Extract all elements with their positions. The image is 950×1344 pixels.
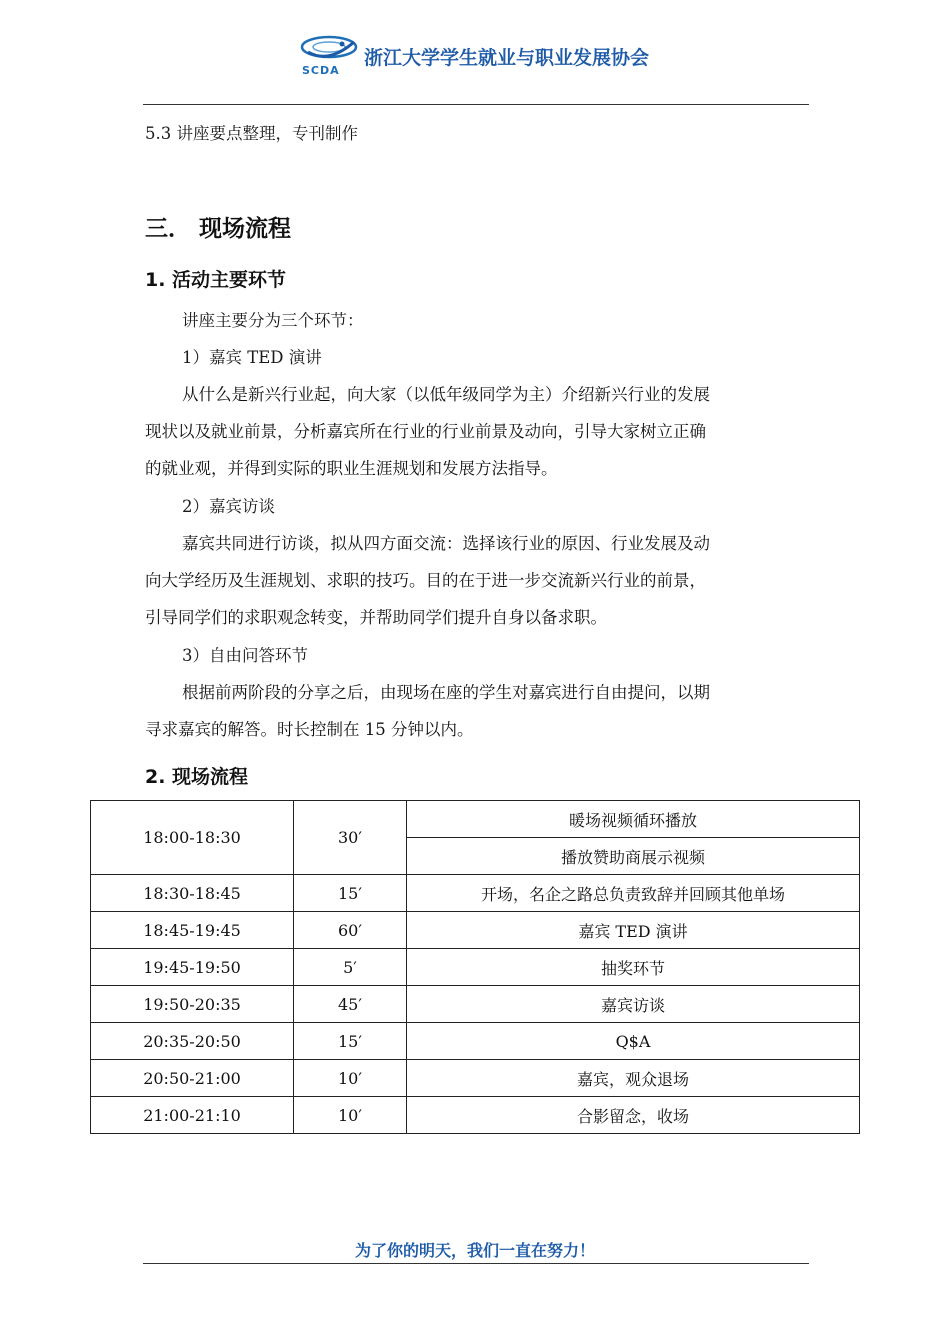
- header-divider: [143, 104, 809, 105]
- footer-divider: [143, 1263, 809, 1264]
- page-header: [0, 0, 950, 110]
- intro-text: 讲座主要分为三个环节：: [182, 311, 364, 330]
- table-row: [91, 1060, 860, 1097]
- time-cell: 19:50-20:35: [91, 986, 294, 1023]
- duration-cell: 30′: [294, 801, 407, 875]
- paragraph-line: 嘉宾共同进行访谈，拟从四方面交流：选择该行业的原因、行业发展及动: [182, 534, 710, 553]
- item-5-3: 5.3 讲座要点整理，专刊制作: [145, 124, 358, 143]
- part-2-label: 2）嘉宾访谈: [182, 497, 275, 516]
- duration-cell: 15′: [294, 875, 407, 912]
- activity-cell: 抽奖环节: [407, 949, 860, 986]
- activity-cell: 播放赞助商展示视频: [407, 838, 860, 875]
- part-3-label: 3）自由问答环节: [182, 646, 308, 665]
- duration-cell: 5′: [294, 949, 407, 986]
- part-1-label: 1）嘉宾 TED 演讲: [182, 348, 322, 367]
- subsection-title-1: 1. 活动主要环节: [145, 269, 287, 291]
- activity-cell: 开场，名企之路总负责致辞并回顾其他单场: [407, 875, 860, 912]
- paragraph-line: 引导同学们的求职观念转变，并帮助同学们提升自身以备求职。: [145, 608, 607, 627]
- activity-cell: 嘉宾访谈: [407, 986, 860, 1023]
- logo-text: SCDA: [302, 64, 340, 77]
- paragraph-line: 向大学经历及生涯规划、求职的技巧。目的在于进一步交流新兴行业的前景，: [145, 571, 706, 590]
- activity-cell: 嘉宾 TED 演讲: [407, 912, 860, 949]
- duration-cell: 15′: [294, 1023, 407, 1060]
- part-2-paragraph: [145, 525, 809, 636]
- table-row: [91, 986, 860, 1023]
- duration-cell: 10′: [294, 1097, 407, 1134]
- duration-cell: 45′: [294, 986, 407, 1023]
- table-row: [91, 949, 860, 986]
- activity-cell: 暖场视频循环播放: [407, 801, 860, 838]
- time-cell: 20:35-20:50: [91, 1023, 294, 1060]
- time-cell: 18:00-18:30: [91, 801, 294, 875]
- time-cell: 19:45-19:50: [91, 949, 294, 986]
- duration-cell: 60′: [294, 912, 407, 949]
- table-row: [91, 912, 860, 949]
- part-3-paragraph: [145, 674, 809, 748]
- paragraph-line: 从什么是新兴行业起，向大家（以低年级同学为主）介绍新兴行业的发展: [182, 385, 710, 404]
- section-title: 三． 现场流程: [145, 216, 292, 242]
- paragraph-line: 现状以及就业前景，分析嘉宾所在行业的行业前景及动向，引导大家树立正确: [145, 422, 706, 441]
- activity-cell: 嘉宾，观众退场: [407, 1060, 860, 1097]
- organization-name: 浙江大学学生就业与职业发展协会: [364, 47, 650, 69]
- time-cell: 18:45-19:45: [91, 912, 294, 949]
- paragraph-line: 根据前两阶段的分享之后，由现场在座的学生对嘉宾进行自由提问，以期: [182, 683, 710, 702]
- time-cell: 18:30-18:45: [91, 875, 294, 912]
- duration-cell: 10′: [294, 1060, 407, 1097]
- subsection-title-2: 2. 现场流程: [145, 766, 249, 788]
- schedule-table: [90, 800, 860, 1134]
- table-row: [91, 801, 860, 838]
- table-row: [91, 1023, 860, 1060]
- table-row: [91, 875, 860, 912]
- footer-slogan: 为了你的明天，我们一直在努力！: [354, 1241, 595, 1260]
- paragraph-line: 寻求嘉宾的解答。时长控制在 15 分钟以内。: [145, 720, 474, 739]
- paragraph-line: 的就业观，并得到实际的职业生涯规划和发展方法指导。: [145, 459, 558, 478]
- activity-cell: 合影留念，收场: [407, 1097, 860, 1134]
- table-row: [91, 1097, 860, 1134]
- part-1-paragraph: [145, 376, 809, 487]
- activity-cell: Q$A: [407, 1023, 860, 1060]
- time-cell: 21:00-21:10: [91, 1097, 294, 1134]
- time-cell: 20:50-21:00: [91, 1060, 294, 1097]
